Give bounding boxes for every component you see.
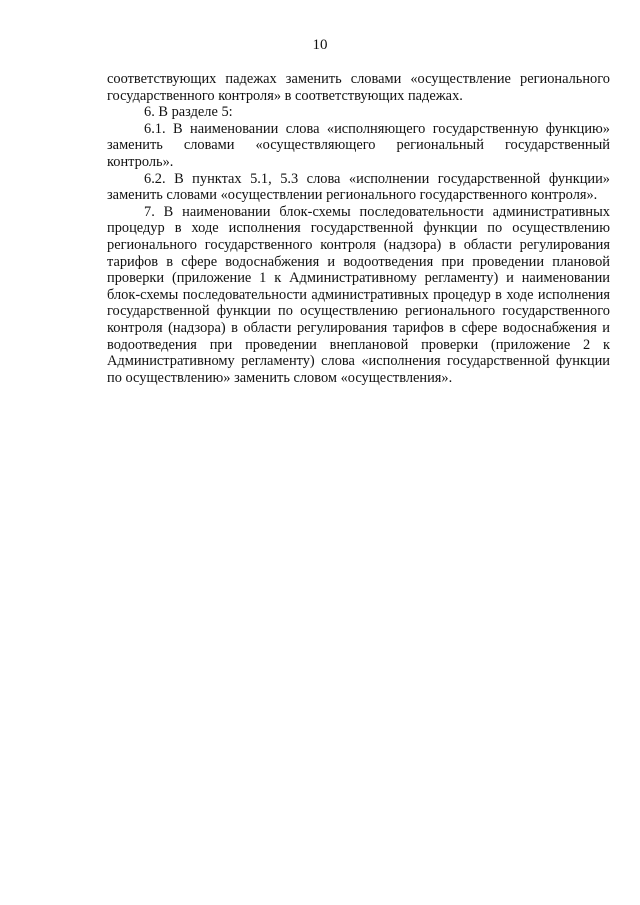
paragraph-continuation: соответствующих падежах заменить словами «осуществление регионального государственного контроля» в соответствующих падежах. xyxy=(107,71,610,104)
page-number: 10 xyxy=(312,37,328,53)
paragraph-6-1: 6.1. В наименовании слова «исполняющего государственную функцию» заменить словами «осуществляющего региональный государственный контроль». xyxy=(107,120,610,170)
paragraph-section-6: 6. В разделе 5: xyxy=(144,104,233,121)
paragraph-6-2: 6.2. В пунктах 5.1, 5.3 слова «исполнении государственной функции» заменить словами «осуществлении регионального государственного контроля». xyxy=(107,170,610,204)
document-body xyxy=(107,71,610,386)
paragraph-7: 7. В наименовании блок-схемы последовательности административных процедур в ходе исполнения государственной функции по осуществлению регионального государственного контроля (надзора) в области регулирования тарифов в сфере водоснабжения и водоотведения при проведении плановой проверки (приложение 1 к Административному регламенту) и наименовании блок-схемы последовательности административных процедур в ходе исполнения государственной функции по осуществлению регионального государственного контроля (надзора) в области регулирования тарифов в сфере водоснабжения и водоотведения при проведении внеплановой проверки (приложение 2 к Административному регламенту) слова «исполнения государственной функции по осуществлению» заменить словом «осуществления». xyxy=(107,203,610,386)
